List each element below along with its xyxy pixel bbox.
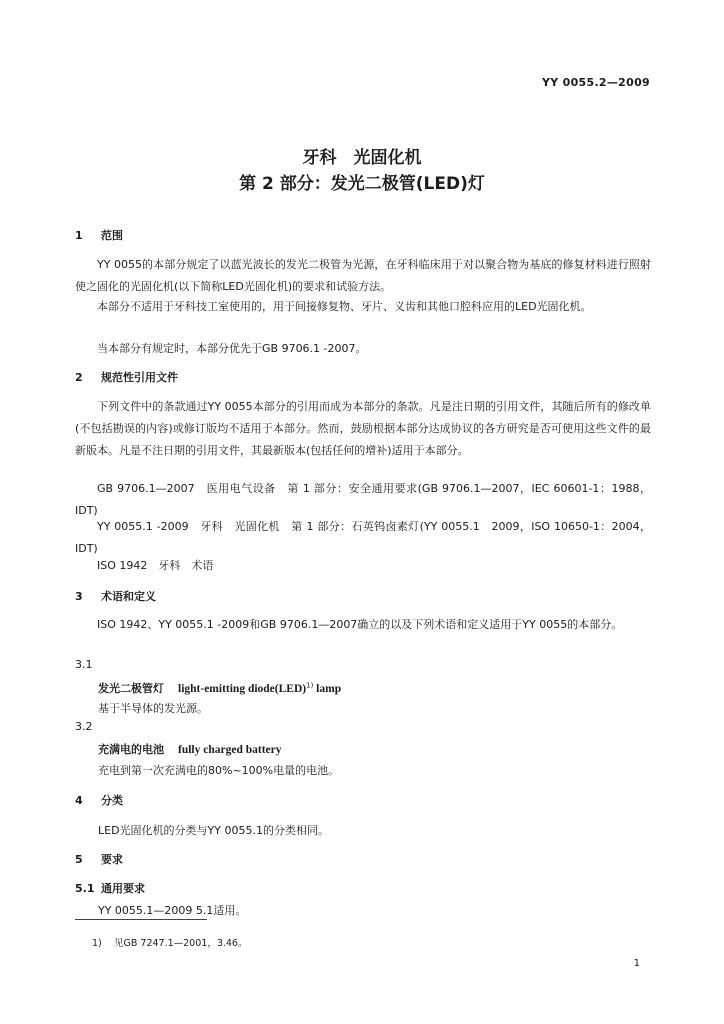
section-1-paragraph-2: 本部分不适用于牙科技工室使用的，用于间接修复物、牙片、义齿和其他口腔科应用的LED光固化机。 — [97, 300, 592, 313]
section-5-heading — [75, 851, 123, 867]
section-number: 2 — [75, 371, 83, 384]
section-title: 术语和定义 — [101, 590, 156, 603]
term-3-1 — [98, 680, 341, 696]
standard-number: YY 0055.2—2009 — [541, 76, 650, 89]
section-4-heading — [75, 792, 123, 808]
subsection-5-1-heading — [75, 880, 145, 896]
footnote — [92, 935, 247, 949]
section-3-heading — [75, 588, 156, 604]
footnote-text: 见GB 7247.1—2001，3.46。 — [114, 938, 248, 949]
section-number: 1 — [75, 229, 83, 242]
section-title: 分类 — [101, 794, 123, 807]
section-title: 范围 — [101, 229, 123, 242]
subsection-title: 通用要求 — [101, 882, 145, 895]
footnote-reference: 1) — [306, 681, 314, 690]
term-3-2 — [98, 741, 281, 757]
term-english: light-emitting diode(LED) — [178, 683, 307, 695]
reference-yy0055-1: YY 0055.1 -2009 牙科 光固化机 第 1 部分：石英钨卤素灯(YY 0055.1 2009，ISO 10650-1：2004，IDT) — [75, 520, 651, 555]
clause-number-3-2: 3.2 — [75, 720, 93, 733]
section-title: 规范性引用文件 — [101, 371, 178, 384]
subsection-5-1-text: YY 0055.1—2009 5.1适用。 — [98, 904, 247, 917]
document-subtitle: 第 2 部分：发光二极管(LED)灯 — [239, 174, 485, 194]
subsection-number: 5.1 — [75, 882, 95, 895]
section-title: 要求 — [101, 853, 123, 866]
term-3-1-definition: 基于半导体的发光源。 — [98, 702, 208, 715]
clause-number-3-1: 3.1 — [75, 658, 93, 671]
section-1-paragraph-3: 当本部分有规定时，本部分优先于GB 9706.1 -2007。 — [97, 342, 367, 355]
footnote-number: 1) — [92, 938, 102, 949]
term-chinese: 充满电的电池 — [98, 743, 164, 756]
section-number: 4 — [75, 794, 83, 807]
section-2-heading — [75, 369, 178, 385]
term-3-2-definition: 充电到第一次充满电的80%~100%电量的电池。 — [98, 764, 340, 777]
section-4-paragraph: LED光固化机的分类与YY 0055.1的分类相同。 — [98, 824, 329, 837]
term-english-suffix: lamp — [313, 683, 342, 695]
section-1-heading — [75, 227, 123, 243]
section-2-paragraph: 下列文件中的条款通过YY 0055本部分的引用而成为本部分的条款。凡是注日期的引用文件，其随后所有的修改单(不包括勘误的内容)或修订版均不适用于本部分。然而，鼓励根据本部分达成协议的各方研究是否可使用这些文件的最新版本。凡是不注日期的引用文件，其最新版本(包括任何的增补)适用于本部分。 — [75, 400, 651, 457]
reference-gb9706: GB 9706.1—2007 医用电气设备 第 1 部分：安全通用要求(GB 9706.1—2007，IEC 60601-1：1988，IDT) — [75, 482, 651, 517]
page-number: 1 — [633, 958, 640, 969]
section-3-paragraph: ISO 1942、YY 0055.1 -2009和GB 9706.1—2007确立的以及下列术语和定义适用于YY 0055的本部分。 — [97, 618, 623, 631]
document-title: 牙科 光固化机 — [302, 148, 422, 168]
section-number: 5 — [75, 853, 83, 866]
footnote-separator — [75, 919, 207, 920]
section-number: 3 — [75, 590, 83, 603]
term-chinese: 发光二极管灯 — [98, 682, 164, 695]
section-1-paragraph-1: YY 0055的本部分规定了以蓝光波长的发光二极管为光源，在牙科临床用于对以聚合物为基底的修复材料进行照射使之固化的光固化机(以下简称LED光固化机)的要求和试验方法。 — [75, 258, 651, 293]
term-english: fully charged battery — [178, 744, 282, 756]
reference-iso1942: ISO 1942 牙科 术语 — [97, 559, 214, 572]
